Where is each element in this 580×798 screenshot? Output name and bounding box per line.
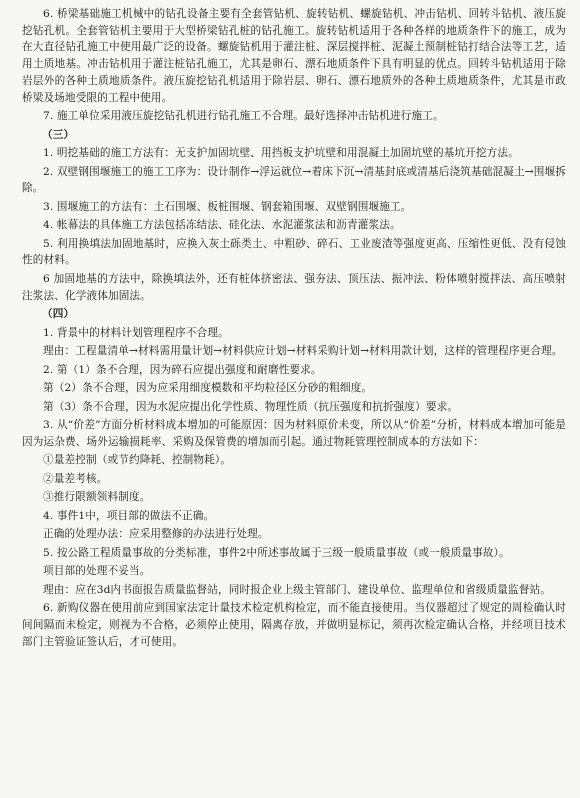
paragraph: ③推行限额领料制度。 [43,491,151,504]
section-heading: （四） [42,308,75,321]
section-heading: （三） [42,128,75,141]
paragraph: 2. 第（1）条不合理，因为碎石应提出强度和耐磨性要求。 [43,363,322,376]
paragraph: 第（3）条不合理，因为水泥应提出化学性质、物理性质（抗压强度和抗折强度）要求。 [43,400,459,413]
paragraph: 理由：工程量清单→材料需用量计划→材料供应计划→材料采购计划→材料用款计划，这样的管理程序更合理。 [43,345,563,358]
paragraph: 4. 事件1中，项目部的做法不正确。 [43,509,215,522]
paragraph: ②量差考核。 [43,472,108,485]
paragraph: 正确的处理办法：应采用整修的办法进行处理。 [43,528,269,541]
paragraph: 3. 围堰施工的方法有：土石围堰、板桩围堰、钢套箱围堰、双壁钢围堰施工。 [43,200,412,213]
paragraph: 7. 施工单位采用液压旋挖钻孔机进行钻孔施工不合理。最好选择冲击钻机进行施工。 [43,110,444,123]
paragraph: 6 加固地基的方法中，除换填法外，还有桩体挤密法、强夯法、顶压法、振冲法、粉体喷射搅拌法、高压喷射注浆法、化学液体加固法。 [22,272,566,302]
paragraph: 1. 明挖基础的施工方法有：无支护加固坑壁、用挡板支护坑壁和用混凝土加固坑壁的基坑开挖方法。 [43,147,519,160]
paragraph: 4. 帐幕法的具体施工方法包括冻结法、硅化法、水泥灌浆法和沥青灌浆法。 [43,219,401,232]
paragraph: 2. 双壁钢围堰施工的施工工序为：设计制作→浮运就位→着床下沉→清基封底或清基后浇筑基础混凝土→围堰拆除。 [22,165,566,195]
paragraph: 理由：应在3d内书面报告质量监督站，同时报企业上级主管部门、建设单位、监理单位和省级质量监督站。 [43,583,552,596]
paragraph: 1. 背景中的材料计划管理程序不合理。 [43,326,229,339]
paragraph: 6. 桥梁基础施工机械中的钻孔设备主要有全套管钻机、旋转钻机、螺旋钻机、冲击钻机、回转斗钻机、液压旋挖钻孔机。全套管钻机主要用于大型桥梁钻孔桩的钻孔施工。旋转钻机适用于各种各样的地质条件下的施工，成为在大直径钻孔施工中使用最广泛的设备。螺旋钻机用于灌注桩、深层搅拌桩、泥凝土预制桩钻打结合法等工艺，适用土质地基。冲击钻机用于灌注桩钻孔施工，尤其是卵石、漂石地质条件下具有明显的优点。回转斗钻机适用于除岩层外的各种土质地质条件。液压旋挖钻孔机适用于除岩层、卵石、漂石地质外的各种土质地质条件，尤其是市政桥梁及场地受限的工程中使用。 [22,8,566,104]
paragraph: 5. 利用换填法加固地基时，应换入灰土砾类土、中粗砂、碎石、工业废渣等强度更高、压缩性更低、没有侵蚀性的材料。 [22,237,566,267]
paragraph: 5. 按公路工程质量事故的分类标准，事件2中所述事故属于三级一般质量事故（或一般质量事故）。 [43,546,510,559]
paragraph: 第（2）条不合理，因为应采用细度模数和平均粒径区分砂的粗细度。 [43,382,373,395]
paragraph: 项目部的处理不妥当。 [43,565,151,578]
paragraph: ①量差控制（或节约降耗、控制物耗）。 [43,454,232,467]
paragraph: 6. 新购仪器在使用前应到国家法定计量技术检定机构检定，而不能直接使用。当仪器超过了规定的周检确认时间间隔而未检定，则视为不合格，必须停止使用，隔离存放，并做明显标记，须再次检定确认合格，并经项目技术部门主管验证签认后，才可使用。 [22,602,566,648]
paragraph: 3. 从“价差”方面分析材料成本增加的可能原因：因为材料原价未变，所以从“价差”分析，材料成本增加可能是因为运杂费、场外运输损耗率、采购及保管费的增加而引起。通过物耗管理控制成本的方法如下： [22,419,566,448]
